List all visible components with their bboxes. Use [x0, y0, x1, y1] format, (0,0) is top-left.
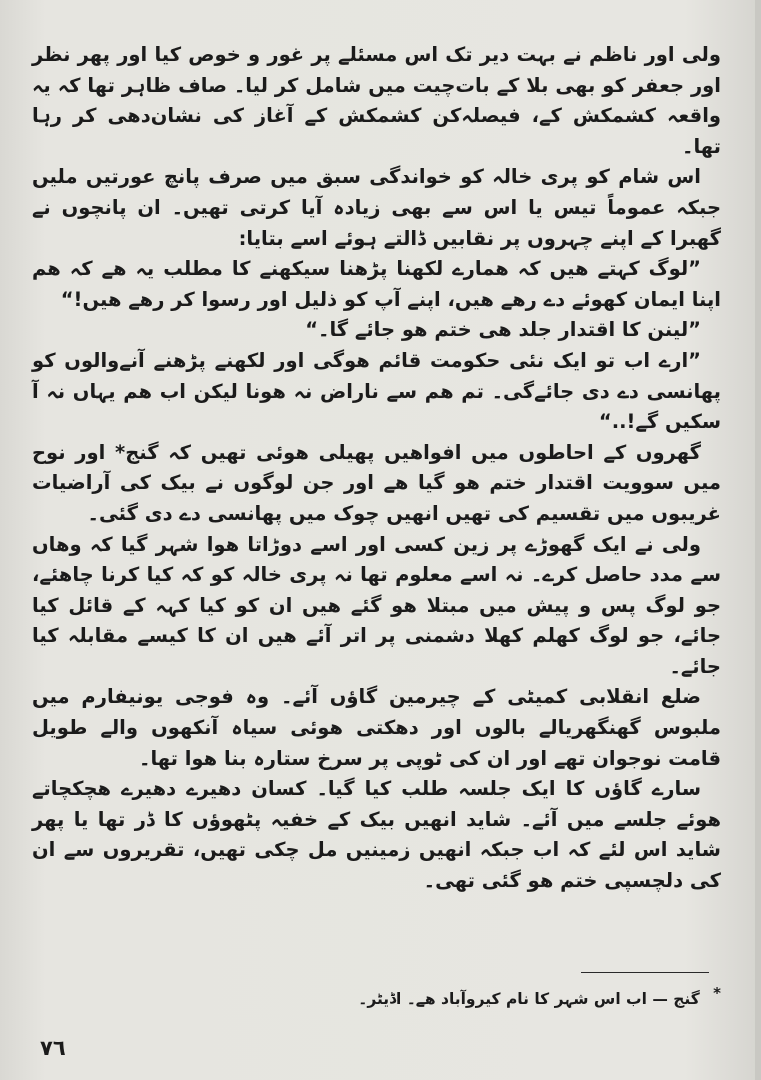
paragraph-9: سارے گاؤں کا ایک جلسہ طلب کیا گیا۔ کسان دھیرے دھیرے ھچکچاتے ھوئے جلسے میں آئے۔ شاید انھیں بیک کے خفیہ پٹھوؤں کا ڈر تھا یا پھر شاید اس لئے کہ اب جبکہ انھیں زمینیں مل چکی تھیں، تقریروں سے ان کی دلچسپی ختم ھو گئی تھی۔	[32, 777, 721, 893]
paragraph-5-quote: ”ارے اب تو ایک نئی حکومت قائم ھوگی اور لکھنے پڑھنے آنےوالوں کو پھانسی دے دی جائےگی۔ تم ھم سے ناراض نہ ھونا لیکن اب ھم یہاں نہ آ سکیں گے!..“	[32, 348, 721, 434]
page-number: ۷٦	[40, 1036, 66, 1060]
body-text	[32, 40, 721, 897]
paragraph-8: ضلع انقلابی کمیٹی کے چیرمین گاؤں آئے۔ وہ فوجی یونیفارم میں ملبوس گھنگھریالے بالوں اور دھکتی ھوئی سیاہ آنکھوں والے طویل قامت نوجوان تھے اور ان کی ٹوپی پر سرخ ستارہ بنا ھوا تھا۔	[32, 685, 721, 770]
paragraph-4-quote: ”لینن کا اقتدار جلد ھی ختم ھو جائے گا۔“	[305, 318, 701, 342]
paragraph-6: گھروں کے احاطوں میں افواھیں پھیلی ھوئی تھیں کہ گنج* اور نوح میں سوویت اقتدار ختم ھو گیا ھے اور جن لوگوں نے بیک کی آراضیات غریبوں میں تقسیم کی تھیں انھیں چوک میں پھانسی دے دی گئی۔	[32, 440, 721, 525]
footnote-text: گنج — اب اس شہر کا نام کیروآباد ھے۔ اڈیٹر۔	[358, 990, 700, 1009]
paragraph-1: ولی اور ناظم نے بہت دیر تک اس مسئلے پر غور و خوص کیا اور پھر نظر اور جعفر کو بھی بلا کے بات‌چیت میں شامل کر لیا۔ صاف ظاہر تھا کہ یہ واقعہ کشمکش کے، فیصلہ‌کن کشمکش کے آغاز کی نشان‌دھی کر رہا تھا۔	[32, 43, 721, 158]
page-edge	[755, 0, 761, 1080]
footnote-separator	[581, 972, 709, 973]
footnote-marker: *	[713, 984, 721, 1002]
paragraph-3-quote: ”لوگ کہتے ھیں کہ ھمارے لکھنا پڑھنا سیکھنے کا مطلب یہ ھے کہ ھم اپنا ایمان کھوئے دے رھے ھیں، اپنے آپ کو ذلیل اور رسوا کر رھے ھیں!“	[32, 257, 721, 311]
paragraph-2: اس شام کو پری خالہ کو خواندگی سبق میں صرف پانچ عورتیں ملیں جبکہ عموماً تیس یا اس سے بھی زیادہ آیا کرتی تھیں۔ ان پانچوں نے گھبرا کے اپنے چہروں پر نقابیں ڈالتے ہوئے اسے بتایا:	[32, 165, 721, 250]
footnote	[200, 980, 721, 1012]
paragraph-7: ولی نے ایک گھوڑے پر زین کسی اور اسے دوڑاتا ھوا شہر گیا کہ وھاں سے مدد حاصل کرے۔ نہ اسے معلوم تھا نہ پری خالہ کو کہ کیا کرنا چاھئے، جو لوگ پس و پیش میں مبتلا ھو گئے ھیں ان کو کیا کہہ کے قائل کیا جائے، جو لوگ کھلم کھلا دشمنی پر اتر آئے ھیں ان کا کیسے مقابلہ کیا جائے۔	[32, 532, 721, 678]
